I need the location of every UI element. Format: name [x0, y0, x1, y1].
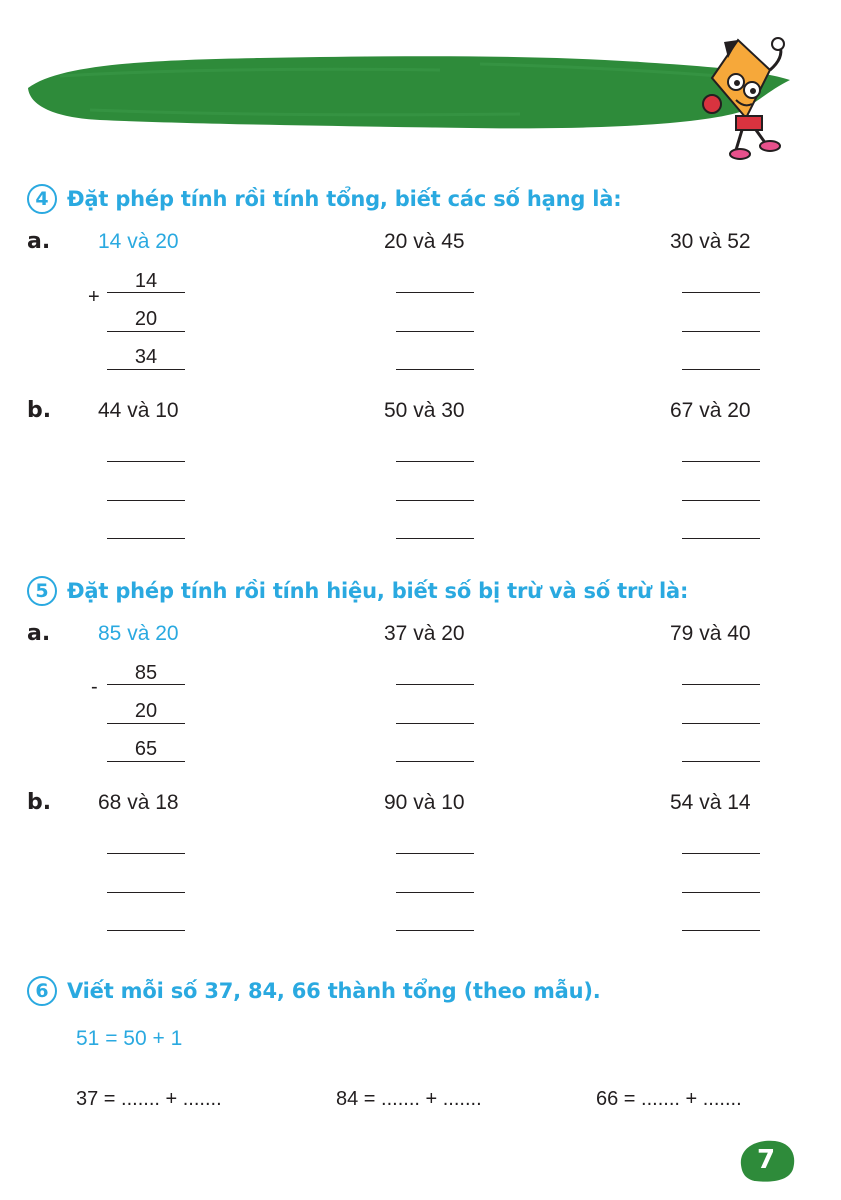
question-number-badge: 4 [27, 184, 57, 214]
answer-line[interactable] [396, 461, 474, 462]
question-5-title [27, 574, 688, 608]
answer-line[interactable] [682, 892, 760, 893]
answer-line[interactable] [682, 684, 760, 685]
answer-line[interactable] [682, 853, 760, 854]
example-line [107, 761, 185, 762]
answer-line[interactable] [396, 723, 474, 724]
example-line [107, 369, 185, 370]
pencil-mascot-icon [703, 38, 784, 159]
question-number-badge: 6 [27, 976, 57, 1006]
pair: 79 và 40 [670, 622, 751, 645]
minus-operator: - [91, 676, 98, 698]
plus-operator: + [88, 286, 100, 308]
pair: 50 và 30 [384, 399, 465, 422]
pair: 30 và 52 [670, 230, 751, 253]
pair: 90 và 10 [384, 791, 465, 814]
pair: 37 và 20 [384, 622, 465, 645]
example-result: 34 [134, 346, 158, 368]
answer-line[interactable] [396, 684, 474, 685]
answer-line[interactable] [396, 761, 474, 762]
answer-line[interactable] [682, 292, 760, 293]
answer-line[interactable] [107, 461, 185, 462]
pair-example: 14 và 20 [98, 230, 179, 253]
question-4-title [27, 182, 621, 216]
answer-line[interactable] [682, 369, 760, 370]
answer-line[interactable] [682, 761, 760, 762]
answer-line[interactable] [396, 369, 474, 370]
part-a-label: a. [27, 229, 51, 254]
pair-example: 85 và 20 [98, 622, 179, 645]
answer-line[interactable] [107, 853, 185, 854]
question-number-badge: 5 [27, 576, 57, 606]
answer-line[interactable] [682, 500, 760, 501]
example-top-number: 14 [134, 270, 158, 292]
answer-line[interactable] [682, 331, 760, 332]
part-b-label: b. [27, 790, 52, 815]
answer-line[interactable] [682, 538, 760, 539]
part-b-label: b. [27, 398, 52, 423]
answer-line[interactable] [107, 930, 185, 931]
example-line [107, 723, 185, 724]
sum-exercise[interactable]: 37 = ....... + ....... [76, 1088, 222, 1110]
answer-line[interactable] [682, 930, 760, 931]
answer-line[interactable] [107, 892, 185, 893]
page-number: 7 [756, 1145, 776, 1175]
pair: 44 và 10 [98, 399, 179, 422]
pair: 54 và 14 [670, 791, 751, 814]
question-text: Viết mỗi số 37, 84, 66 thành tổng (theo mẫu). [67, 979, 601, 1003]
pair: 68 và 18 [98, 791, 179, 814]
answer-line[interactable] [107, 500, 185, 501]
answer-line[interactable] [396, 892, 474, 893]
header-banner [0, 0, 841, 180]
example-bottom-number: 20 [134, 308, 158, 330]
answer-line[interactable] [107, 538, 185, 539]
example-result: 65 [134, 738, 158, 760]
example-line [107, 684, 185, 685]
answer-line[interactable] [396, 331, 474, 332]
answer-line[interactable] [396, 292, 474, 293]
part-a-label: a. [27, 621, 51, 646]
answer-line[interactable] [396, 853, 474, 854]
sum-exercise[interactable]: 84 = ....... + ....... [336, 1088, 482, 1110]
answer-line[interactable] [396, 930, 474, 931]
example-top-number: 85 [134, 662, 158, 684]
example-bottom-number: 20 [134, 700, 158, 722]
answer-line[interactable] [396, 538, 474, 539]
example-line [107, 331, 185, 332]
answer-line[interactable] [396, 500, 474, 501]
question-text: Đặt phép tính rồi tính tổng, biết các số hạng là: [67, 187, 622, 211]
question-text: Đặt phép tính rồi tính hiệu, biết số bị trừ và số trừ là: [67, 579, 689, 603]
paint-stroke-banner [28, 56, 790, 128]
question-6-title [27, 974, 601, 1008]
answer-line[interactable] [682, 461, 760, 462]
pair: 67 và 20 [670, 399, 751, 422]
example-sum: 51 = 50 + 1 [76, 1027, 183, 1050]
example-line [107, 292, 185, 293]
pair: 20 và 45 [384, 230, 465, 253]
answer-line[interactable] [682, 723, 760, 724]
sum-exercise[interactable]: 66 = ....... + ....... [596, 1088, 742, 1110]
